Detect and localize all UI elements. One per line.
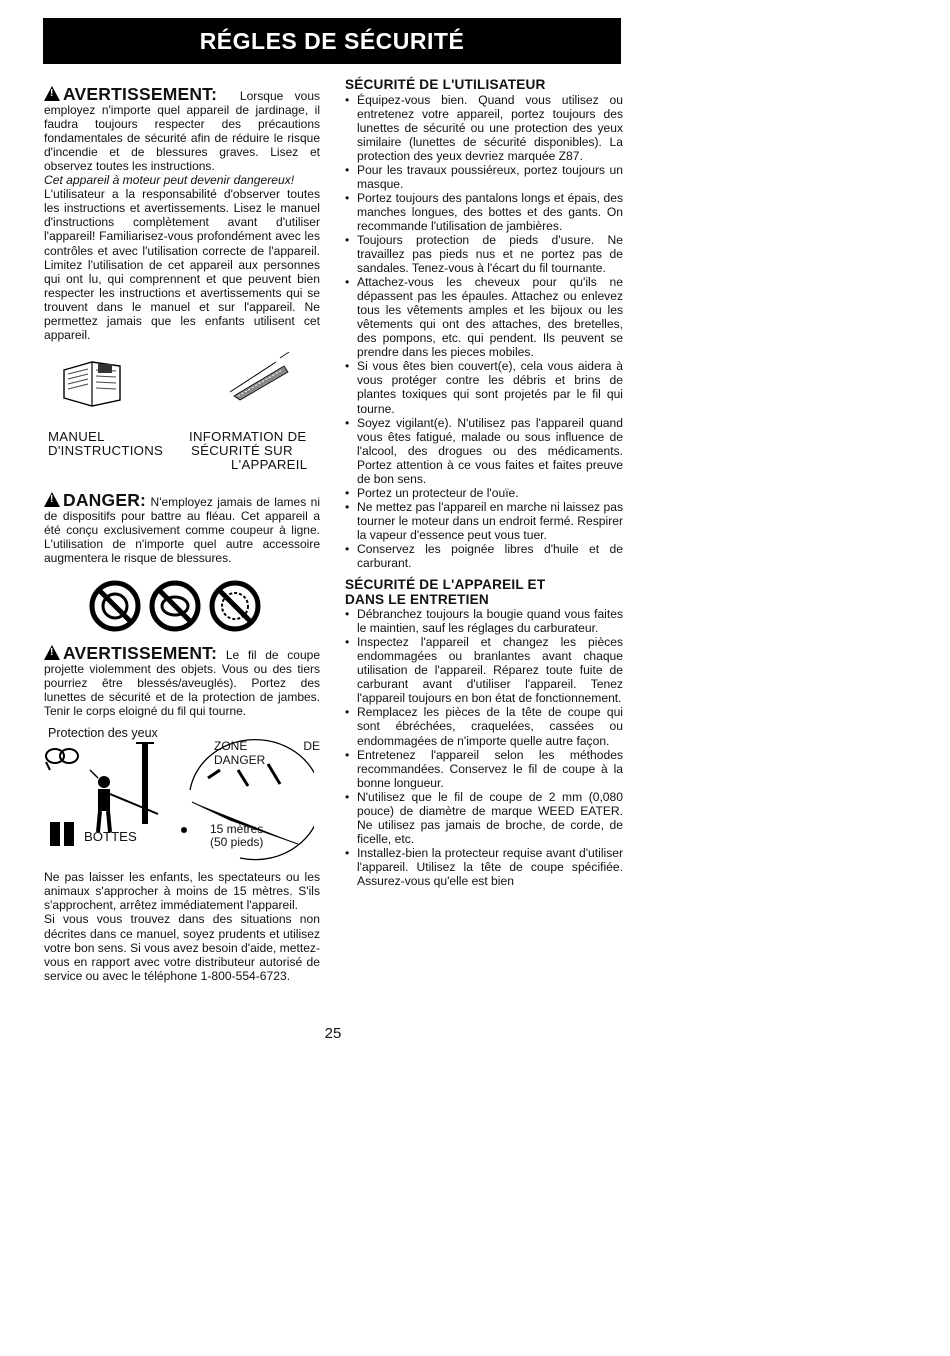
list-item: • Remplacez les pièces de la tête de coupe qui sont ébréchées, craquelées, cassées ou endommagées de n'importe quelle autre façon. [345,705,623,747]
manual-caption-line1: MANUEL [48,428,105,444]
operator-figure-icon [80,742,170,834]
list-item: • Conservez les poignée libres d'huile et de carburant. [345,542,623,570]
list-item: • Débranchez toujours la bougie quand vous faites le maintien, sauf les réglages du carburateur. [345,607,623,635]
page-number: 25 [324,1025,342,1042]
warning-paragraph-2 [44,645,320,718]
info-caption-line1: INFORMATION DE [189,428,307,444]
list-item: • Ne mettez pas l'appareil en marche ni laissez pas tourner le moteur dans un endroit fermé. Respirer la vapeur d'essence peut vous tuer. [345,500,623,542]
info-caption-line3: L'APPAREIL [231,456,308,472]
list-item: • Inspectez l'appareil et changez les pièces endommagées ou branlantes avant chaque utilisation de l'appareil. Réparez toute fuite de carburant avant d'utiliser l'appareil. Tenez l'appareil toujours en bon état de fonctionnement. [345,635,623,705]
help-paragraph: Si vous vous trouvez dans des situations non décrites dans ce manuel, soyez prudents et utilisez votre bon sens. Si vous avez besoin d'aide, mettez-vous en rapport avec votre distributeur autorisé de service ou avec le téléphone 1-800-554-6723. [44,912,320,983]
goggles-icon [44,744,80,772]
manual-icons-row [44,352,320,430]
no-saw-blade-icon [208,579,262,633]
boots-label: BOTTES [84,829,137,845]
responsibility-paragraph: L'utilisateur a la responsabilité d'observer toutes les instructions et avertissements. Lisez le manuel d'instructions complètement avant d'utiliser l'appareil! Familiarisez-vous profondément avec les contrôles et avec l'utilisation correcte de l'appareil. Limitez l'utilisation de cet appareil aux personnes qui ont lu, qui comprennent et que peuvent bien respecter les instructions et avertissements qui se trouvent dans le manuel et sur l'appareil. Ne permettez jamais que les enfants utilisent cet appareil. [44,187,320,342]
list-item: • Pour les travaux poussiéreux, portez toujours un masque. [345,163,623,191]
heading-device-safety-line2: DANS LE ENTRETIEN [345,591,489,607]
manual-book-icon [62,356,124,408]
italic-warning: Cet appareil à moteur peut devenir dangereux! [44,173,295,188]
no-blade-icon [88,579,142,633]
distance-feet: (50 pieds) [210,835,264,850]
user-safety-list [345,93,623,571]
left-column [44,86,320,983]
bystanders-paragraph: Ne pas laisser les enfants, les spectateurs ou les animaux s'approcher à moins de 15 mètres. S'ils s'approchent, arrêtez immédiatement l'appareil. [44,870,320,913]
right-column [345,78,623,888]
warning-label: AVERTISSEMENT: [63,84,218,104]
warning-label-2: AVERTISSEMENT: [63,643,218,664]
manual-captions [44,430,320,474]
info-caption-line2: SÉCURITÉ SUR [191,442,293,458]
device-safety-list [345,607,623,888]
list-item: • Soyez vigilant(e). N'utilisez pas l'appareil quand vous êtes fatigué, malade ou sous influence de l'alcool, des drogues ou des médicaments. Portez attention à ce vous faites et faites preuve de bon sens. [345,416,623,486]
heading-device-safety [345,578,623,607]
warning-text-2: Le fil de coupe projette violemment des objets. Vous ou des tiers pourriez être blessés/aveuglés). Portez des lunettes de sécurité et de la protection de jambes. Tenir le corps eloigné du fil qui tourne. [44,648,320,719]
list-item: • Portez un protecteur de l'ouïe. [345,486,623,500]
safety-label-icon [224,352,294,402]
list-item: • Toujours protection de pieds d'usure. Ne travaillez pas pieds nus et ne portez pas de sandales. Tenez-vous à l'écart du fil tournante. [345,233,623,275]
eye-protection-label: Protection des yeux [48,726,158,741]
danger-zone-diagram [44,720,320,870]
danger-triangle-icon [44,492,60,507]
boots-icon [48,820,78,848]
heading-user-safety: SÉCURITÉ DE L'UTILISATEUR [345,77,546,92]
list-item: • Entretenez l'appareil selon les méthodes recommandées. Conservez le fil de coupe à la bonne longueur. [345,748,623,790]
danger-zone-label: ZONE DE DANGER [214,739,320,768]
warning-triangle-icon-2 [44,645,60,660]
list-item: • Attachez-vous les cheveux pour qu'ils ne dépassent pas les épaules. Attachez ou enlevez tous les vêtements amples et les bijoux ou les vêtements qui ont des attaches, des bretelles, des pompons, etc. qui pendent. Ils peuvent se prendre dans les pieces mobiles. [345,275,623,359]
list-item: • Équipez-vous bien. Quand vous utilisez ou entretenez votre appareil, portez toujours des lunettes de sécurité ou une protection des yeux similaire (lunettes de sécurité disponibles). La protection des yeux devriez marquée Z87. [345,93,623,163]
no-flail-icon [148,579,202,633]
list-item: • Portez toujours des pantalons longs et épais, des manches longues, des bottes et des gants. On recommande l'utilisation de jambières. [345,191,623,233]
manual-caption-line2: D'INSTRUCTIONS [48,442,164,458]
warning-paragraph-1 [44,86,320,173]
list-item: • N'utilisez que le fil de coupe de 2 mm (0,080 pouce) de diamètre de marque WEED EATER. Ne utilisez pas jamais de broche, de corde, de ficelle, etc. [345,790,623,846]
distance-meters: 15 mètres [210,822,264,837]
danger-text: N'employez jamais de lames ni de dispositifs pour battre au fléau. Cet appareil a été conçu exclusivement comme coupeur à ligne. L'utilisation de n'importe quel autre accessoire augmentera le risque de blessures. [44,494,320,566]
prohibited-blades-icons [44,577,320,637]
warning-triangle-icon [44,86,60,101]
heading-device-safety-line1: SÉCURITÉ DE L'APPAREIL ET [345,577,546,593]
list-item: • Si vous êtes bien couvert(e), cela vous aidera à vous protéger contre les débris et brins de plantes toxiques qui sont projetés par le fil qui tourne. [345,359,623,415]
warning-text: Lorsque vous employez n'importe quel appareil de jardinage, il faudra toujours respecter des précautions fondamentales de sécurité afin de réduire le risque d'incendie et de blessures graves. Lisez et observez toutes les instructions. [44,89,321,174]
danger-paragraph [44,489,320,566]
page-banner: RÉGLES DE SÉCURITÉ [43,18,621,64]
list-item: • Installez-bien la protecteur requise avant d'utiliser l'appareil. Utilisez la tête de coupe spécifiée. Assurez-vous qu'elle est bien [345,846,623,888]
distance-label [210,823,263,849]
danger-label: DANGER: [63,489,147,510]
